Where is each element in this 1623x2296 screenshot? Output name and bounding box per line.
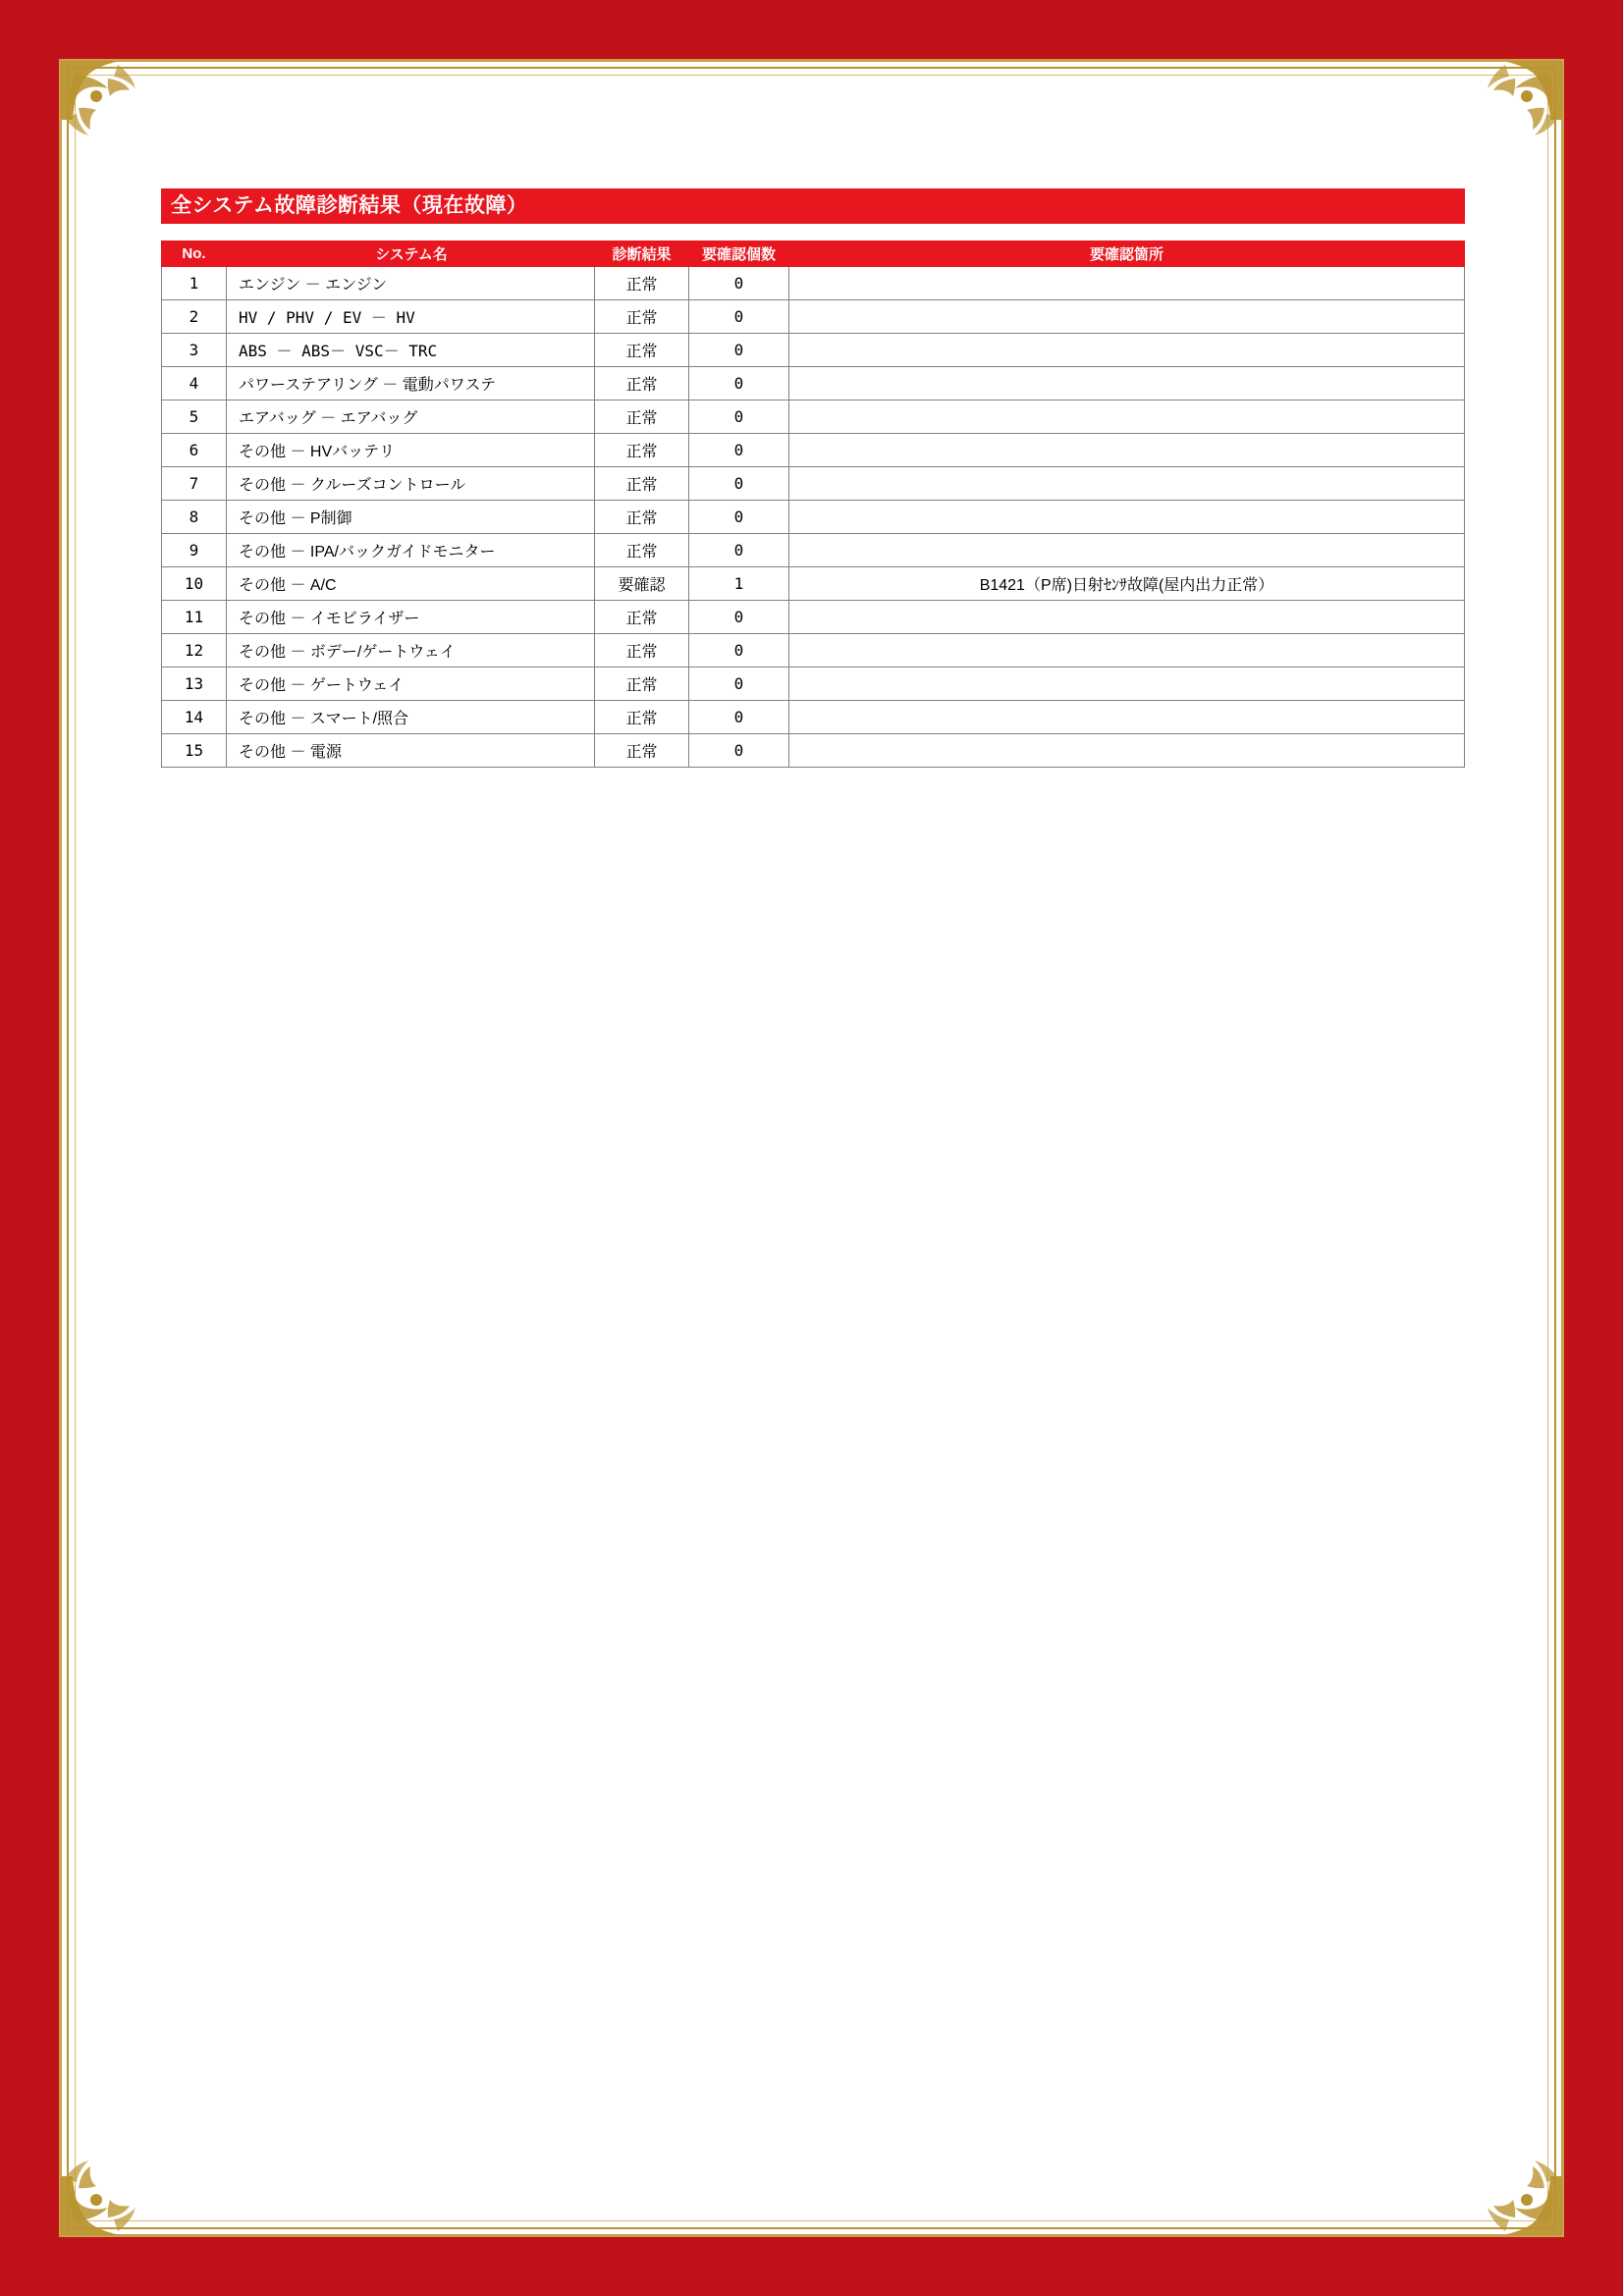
cell-no: 8	[162, 501, 227, 534]
report-content	[161, 188, 1465, 768]
cell-system: パワーステアリング － 電動パワステ	[227, 367, 595, 400]
cell-note	[789, 367, 1465, 400]
column-header-no: No.	[162, 241, 227, 267]
cell-count: 0	[689, 267, 789, 300]
table-header	[162, 241, 1465, 267]
cell-count: 0	[689, 501, 789, 534]
cell-no: 2	[162, 300, 227, 334]
cell-note	[789, 267, 1465, 300]
cell-no: 14	[162, 701, 227, 734]
cell-note	[789, 734, 1465, 768]
diagnostic-result-table	[161, 240, 1465, 768]
cell-note	[789, 667, 1465, 701]
cell-system: エンジン － エンジン	[227, 267, 595, 300]
cell-count: 0	[689, 634, 789, 667]
cell-no: 12	[162, 634, 227, 667]
table-row	[162, 467, 1465, 501]
table-row	[162, 634, 1465, 667]
cell-system: その他 － イモビライザー	[227, 601, 595, 634]
cell-note	[789, 501, 1465, 534]
column-header-note: 要確認箇所	[789, 241, 1465, 267]
cell-note	[789, 534, 1465, 567]
cell-note	[789, 634, 1465, 667]
column-header-count: 要確認個数	[689, 241, 789, 267]
table-row	[162, 701, 1465, 734]
table-row	[162, 667, 1465, 701]
cell-no: 9	[162, 534, 227, 567]
cell-result: 正常	[595, 701, 689, 734]
cell-count: 0	[689, 601, 789, 634]
table-row	[162, 601, 1465, 634]
table-row	[162, 534, 1465, 567]
cell-system: その他 － P制御	[227, 501, 595, 534]
column-header-system: システム名	[227, 241, 595, 267]
cell-result: 正常	[595, 734, 689, 768]
cell-no: 5	[162, 400, 227, 434]
cell-system: エアバッグ － エアバッグ	[227, 400, 595, 434]
cell-system: その他 － スマート/照合	[227, 701, 595, 734]
cell-system: その他 － HVバッテリ	[227, 434, 595, 467]
cell-note	[789, 400, 1465, 434]
table-row	[162, 734, 1465, 768]
cell-note	[789, 334, 1465, 367]
cell-no: 3	[162, 334, 227, 367]
cell-no: 15	[162, 734, 227, 768]
cell-no: 10	[162, 567, 227, 601]
cell-count: 0	[689, 534, 789, 567]
cell-note: B1421（P席)日射ｾﾝｻ故障(屋内出力正常）	[789, 567, 1465, 601]
cell-count: 1	[689, 567, 789, 601]
cell-note	[789, 701, 1465, 734]
cell-note	[789, 601, 1465, 634]
cell-result: 正常	[595, 634, 689, 667]
cell-count: 0	[689, 400, 789, 434]
cell-system: その他 － ボデー/ゲートウェイ	[227, 634, 595, 667]
cell-result: 正常	[595, 300, 689, 334]
cell-system: その他 － クルーズコントロール	[227, 467, 595, 501]
cell-count: 0	[689, 701, 789, 734]
cell-note	[789, 467, 1465, 501]
cell-result: 正常	[595, 667, 689, 701]
cell-note	[789, 300, 1465, 334]
cell-note	[789, 434, 1465, 467]
cell-no: 13	[162, 667, 227, 701]
cell-result: 正常	[595, 267, 689, 300]
cell-count: 0	[689, 334, 789, 367]
cell-count: 0	[689, 667, 789, 701]
column-header-result: 診断結果	[595, 241, 689, 267]
cell-system: ABS － ABS－ VSC－ TRC	[227, 334, 595, 367]
cell-result: 正常	[595, 434, 689, 467]
cell-result: 正常	[595, 501, 689, 534]
cell-result: 正常	[595, 400, 689, 434]
cell-result: 正常	[595, 334, 689, 367]
table-row	[162, 567, 1465, 601]
cell-result: 正常	[595, 601, 689, 634]
cell-no: 1	[162, 267, 227, 300]
cell-no: 7	[162, 467, 227, 501]
cell-system: その他 － IPA/バックガイドモニター	[227, 534, 595, 567]
cell-no: 4	[162, 367, 227, 400]
cell-system: その他 － A/C	[227, 567, 595, 601]
cell-result: 正常	[595, 534, 689, 567]
cell-system: その他 － 電源	[227, 734, 595, 768]
cell-no: 6	[162, 434, 227, 467]
cell-count: 0	[689, 367, 789, 400]
table-row	[162, 267, 1465, 300]
table-row	[162, 300, 1465, 334]
cell-count: 0	[689, 734, 789, 768]
table-row	[162, 334, 1465, 367]
page-title: 全システム故障診断結果（現在故障）	[161, 188, 1465, 224]
cell-system: HV / PHV / EV － HV	[227, 300, 595, 334]
cell-system: その他 － ゲートウェイ	[227, 667, 595, 701]
table-row	[162, 501, 1465, 534]
cell-count: 0	[689, 467, 789, 501]
cell-count: 0	[689, 434, 789, 467]
cell-result: 要確認	[595, 567, 689, 601]
table-row	[162, 434, 1465, 467]
cell-count: 0	[689, 300, 789, 334]
table-row	[162, 367, 1465, 400]
cell-result: 正常	[595, 467, 689, 501]
table-row	[162, 400, 1465, 434]
cell-no: 11	[162, 601, 227, 634]
table-body	[162, 267, 1465, 768]
table-header-row	[162, 241, 1465, 267]
cell-result: 正常	[595, 367, 689, 400]
